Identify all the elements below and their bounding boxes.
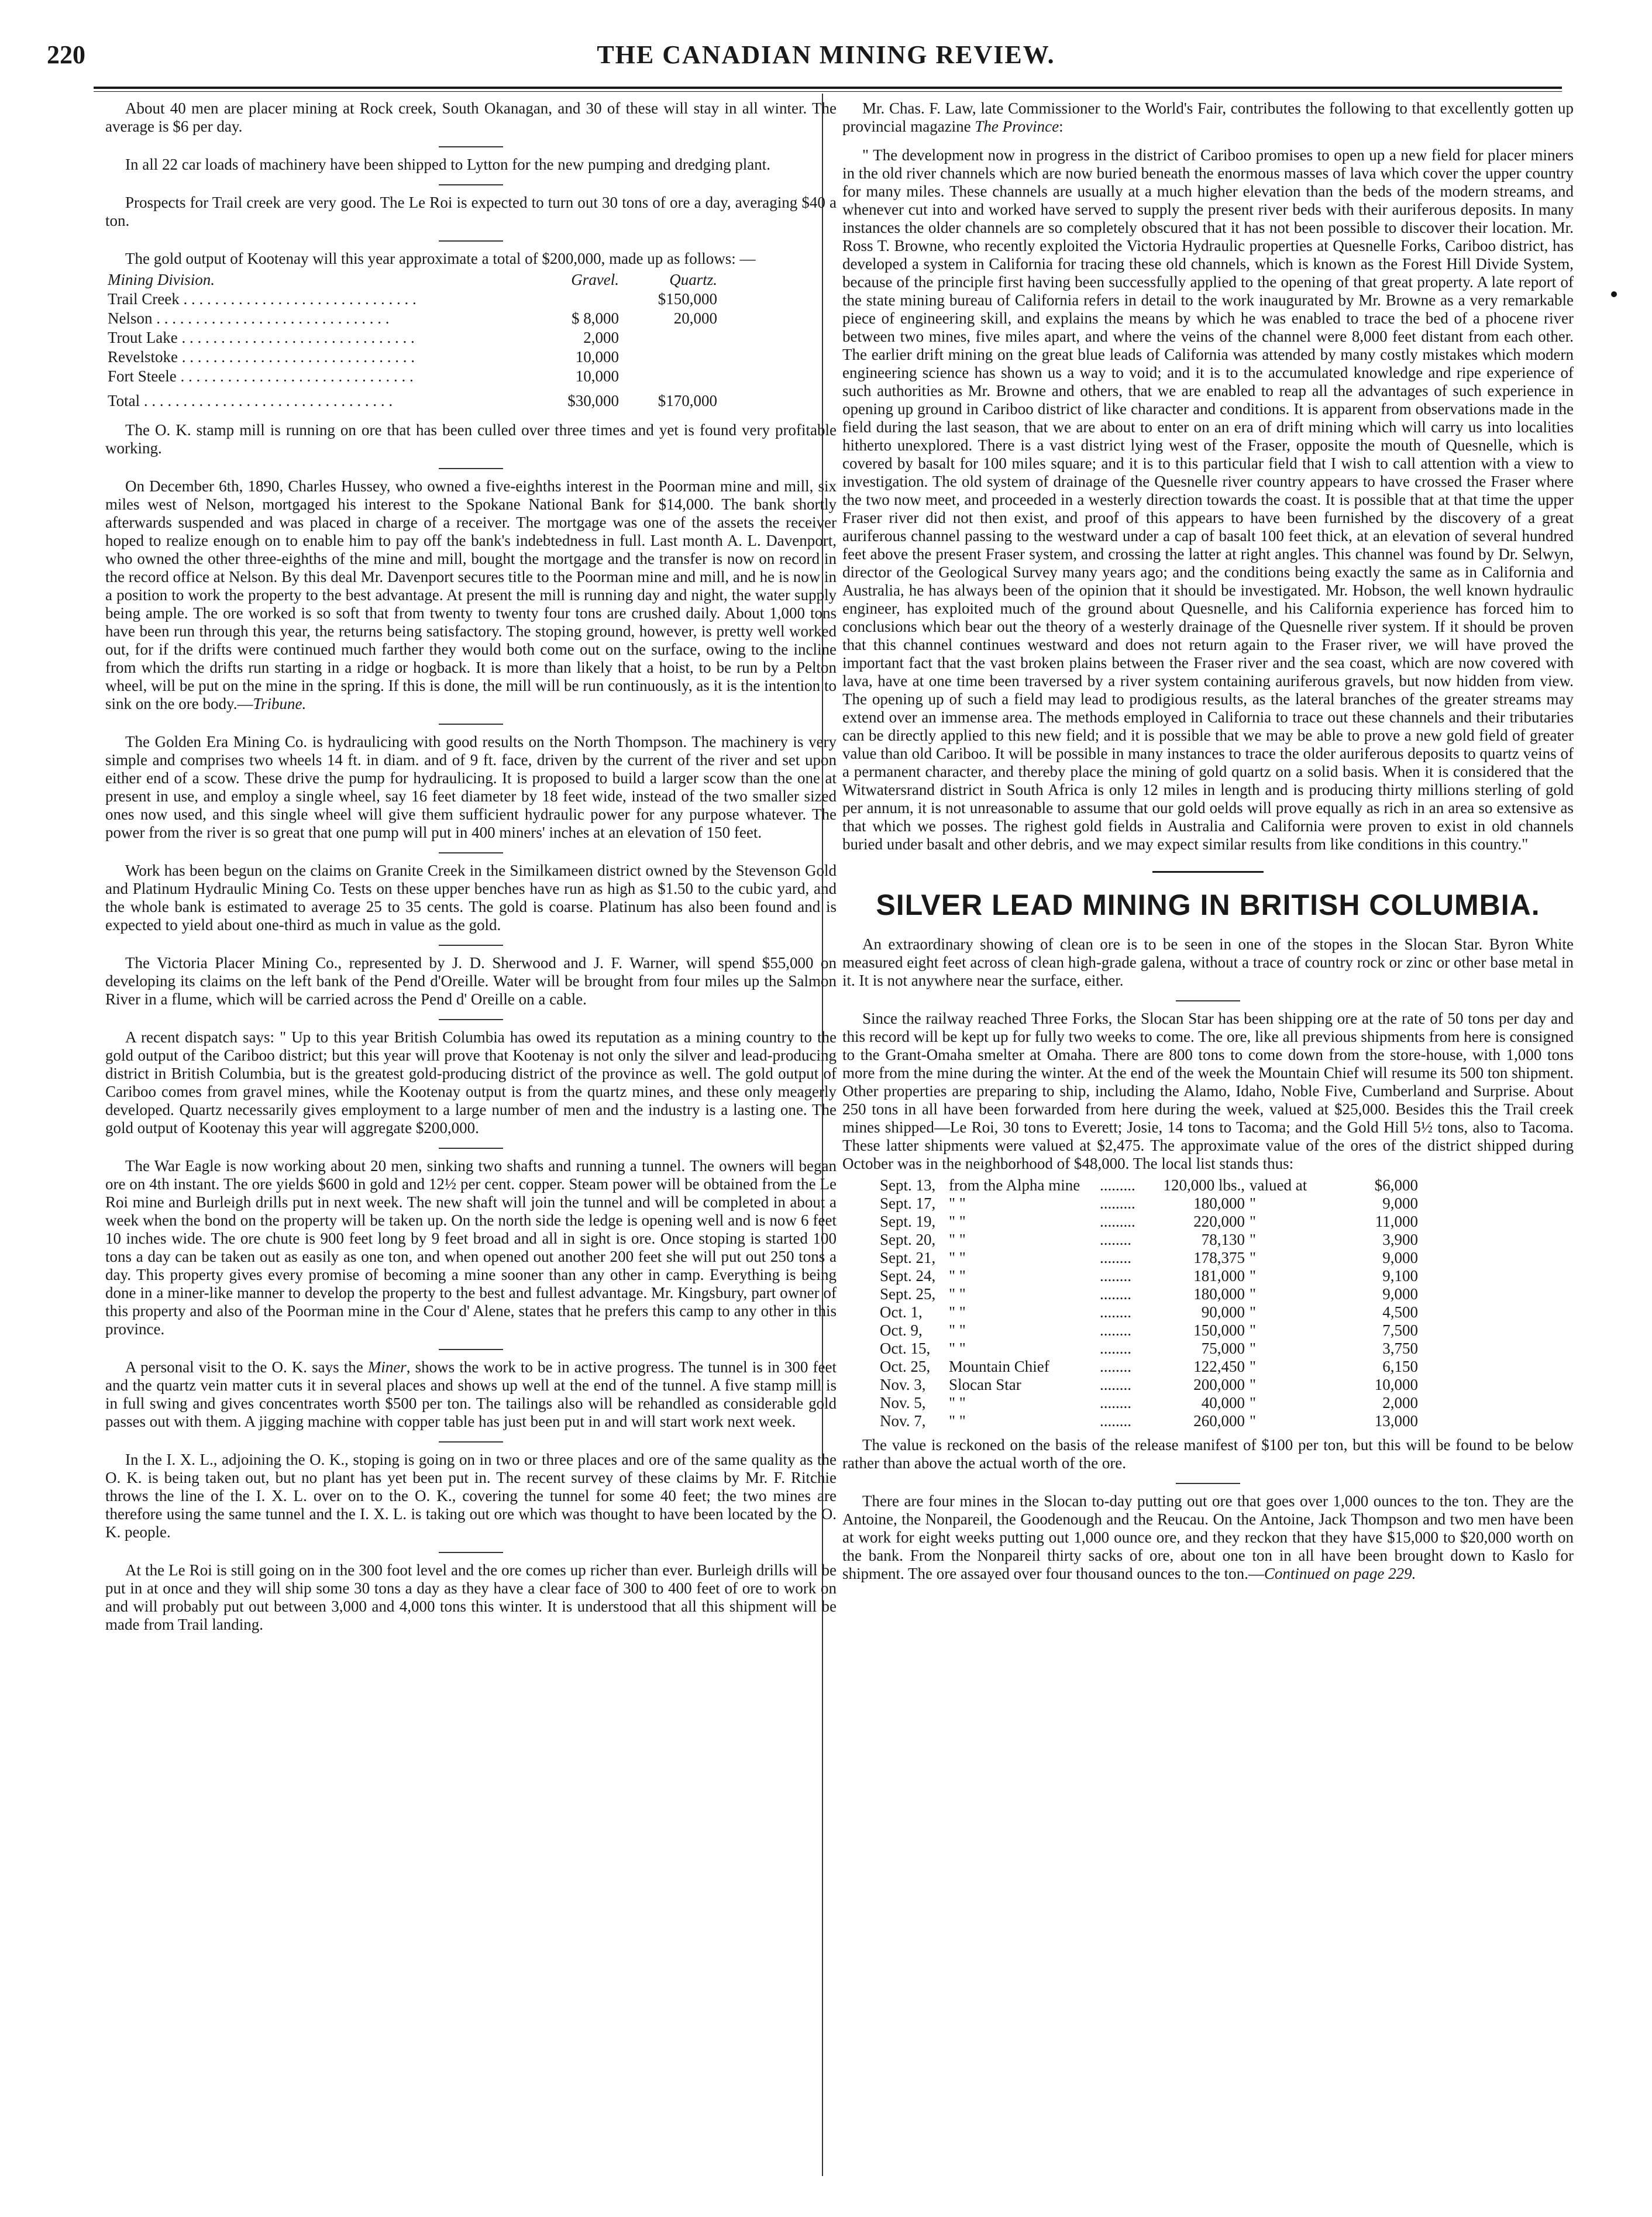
shipment-mine: " " xyxy=(949,1285,966,1303)
shipment-valued: " xyxy=(1250,1267,1257,1285)
shipment-mine: " " xyxy=(949,1412,966,1430)
paragraph: The O. K. stamp mill is running on ore that has been culled over three times and yet is found very profitable working. xyxy=(105,421,837,457)
table-row xyxy=(105,367,720,386)
shipment-mine: " " xyxy=(949,1267,966,1285)
leader-dots: ........ xyxy=(1100,1303,1131,1321)
separator-rule xyxy=(1176,1000,1240,1001)
quartz-value xyxy=(621,347,720,367)
paragraph: Work has been begun on the claims on Granite Creek in the Similkameen district owned by the Stevenson Gold and Platinum Hydraulic Mining Co. Tests on these upper benches have run as high as $1.50 to the cubic yard, and the whole bank is estimated to average 25 to 35 cents. The gold is coarse. Platinum has also been found and is expected to yield about one-third as much in value as the gold. xyxy=(105,862,837,934)
kootenay-output-table xyxy=(105,270,720,411)
shipment-date: Sept. 19, xyxy=(880,1213,936,1230)
shipment-weight: 220,000 xyxy=(1193,1213,1245,1230)
shipment-value: 10,000 xyxy=(1374,1376,1418,1393)
margin-dot xyxy=(1611,291,1617,297)
separator-rule xyxy=(439,1552,503,1553)
source-credit: The Province xyxy=(975,118,1059,135)
shipment-mine: " " xyxy=(949,1249,966,1266)
gravel-value: 10,000 xyxy=(575,348,619,366)
shipment-mine: " " xyxy=(949,1340,966,1357)
division-name: Nelson . . . . . . . . . . . . . . . . . . . . . . . . . . . . . . xyxy=(108,309,390,327)
shipment-mine: " " xyxy=(949,1213,966,1230)
quartz-value: $150,000 xyxy=(658,290,717,308)
shipment-weight: 200,000 xyxy=(1193,1376,1245,1393)
table-row xyxy=(877,1213,1420,1231)
separator-rule xyxy=(439,1441,503,1443)
paragraph: In the I. X. L., adjoining the O. K., stoping is going on in two or three places and ore of the same quality as the O. K. is being taken out, but no plant has yet been put in. The recent survey of these claims by Mr. F. Ritchie throws the line of the I. X. L. over on to the O. K., covering the tunnel for some 40 feet; the two mines are therefore using the same tunnel and the I. X. L. is taking out ore which was thought to have been located by the O. K. people. xyxy=(105,1451,837,1541)
paragraph: The value is reckoned on the basis of the release manifest of $100 per ton, but this will be found to be below rather than above the actual worth of the ore. xyxy=(842,1436,1574,1472)
shipment-mine: " " xyxy=(949,1303,966,1321)
table-row xyxy=(105,347,720,367)
table-row xyxy=(877,1194,1420,1213)
section-title: SILVER LEAD MINING IN BRITISH COLUMBIA. xyxy=(876,889,1540,921)
shipment-mine: " " xyxy=(949,1231,966,1248)
shipment-mine: " " xyxy=(949,1394,966,1412)
table-row xyxy=(877,1231,1420,1249)
separator-rule xyxy=(439,1019,503,1020)
leader-dots: ........ xyxy=(1100,1412,1131,1430)
shipment-weight: 178,375 xyxy=(1193,1249,1245,1266)
shipment-valued: " xyxy=(1250,1285,1257,1303)
shipment-valued: " xyxy=(1250,1412,1257,1430)
table-row xyxy=(877,1249,1420,1267)
quartz-value: 20,000 xyxy=(673,309,717,327)
paragraph: A personal visit to the O. K. says the Miner, shows the work to be in active progress. The tunnel is in 300 feet and the quartz vein matter cuts it in several places and shows up well at the end of the tunnel. A five stamp mill is in full swing and gives concentrates worth $500 per ton. The tailings also will be rehandled as considerable gold passes out with them. A jigging machine with copper table has just been put in and will start work next week. xyxy=(105,1358,837,1430)
left-column xyxy=(105,99,837,1644)
paragraph: The War Eagle is now working about 20 men, sinking two shafts and running a tunnel. The owners will began ore on 4th instant. The ore yields $600 in gold and 12½ per cent. copper. Steam power will be obtained from the Le Roi mine and Burleigh drills put in next week. The new shaft will join the tunnel and will be completed in about a week when the bond on the property will be taken up. On the north side the ledge is opening well and is now 6 feet 10 inches wide. The ore chute is 900 feet long by 9 feet broad and all in sight is ore. Once stoping is started 100 tons a day can be taken out as easily as one ton, and when opened out another 200 feet she will put out 250 tons a day. This property gives every promise of becoming a mine sooner than any other in camp. Everything is being done in a miner-like manner to develop the property to the best and fullest advantage. Mr. Kingsbury, part owner of this property and also of the Poorman mine in the Cour d' Alene, states that he prefers this camp to any other in this province. xyxy=(105,1157,837,1338)
leader-dots: ........ xyxy=(1100,1249,1131,1266)
shipment-value: 4,500 xyxy=(1382,1303,1418,1321)
quoted-article: " The development now in progress in the district of Cariboo promises to open up a new field for placer miners in the old river channels which are now buried beneath the enormous masses of lava which cover the upper country for many miles. These channels are usually at a much higher elevation than the beds of the modern streams, and whenever cut into and worked have served to supply the present river beds with their auriferous deposits. In many instances the older channels are so completely obscured that it has not been possible to discover their location. Mr. Ross T. Browne, who recently exploited the Victoria Hydraulic properties at Quesnelle Forks, Cariboo district, has developed a system in California for tracing these old channels, which is known as the Forest Hill Divide System, because of the principle first having been successfully applied to the opening of that great property. A late report of the state mining bureau of California refers in detail to the work inaugurated by Mr. Browne as a very remarkable piece of engineering skill, and explains the means by which he was enabled to trace the bed of a phocene river between two mines, five miles apart, and where the veins of the channel were 8,000 feet distant from each other. The earlier drift mining on the great blue leads of California was attended by many costly mistakes which modern engineering science has shown us a way to void; and it is to the accumulated knowledge and ripe experience of such authorities as Mr. Browne and others, that we are enabled to reap all the advantages of such experience in opening up ground in Cariboo district of like character and conditions. It is apparent from observations made in the field during the last season, that we are about to enter on an era of drift mining which will carry us into localities hitherto unexplored. There is a vast district lying west of the Fraser, opposite the mouth of Quesnelle, which is covered by basalt for 100 miles square; and it is to this particular field that I wish to call attention with a view to investigation. The old system of drainage of the Quesnelle river country appears to have crossed the Fraser where the two now meet, and proceeded in a westerly direction towards the coast. It is possible that at that time the upper Fraser river did not then exist, and proof of this appears to have been furnished by the discovery of a great auriferous channel passing to the westward under a cap of basalt 100 feet thick, at an elevation of several hundred feet above the present Fraser system, and crossing the latter at right angles. This channel was found by Dr. Selwyn, director of the Geological Survey many years ago; and the conditions being exactly the same as in California and Australia, he has always been of the opinion that it should be investigated. Mr. Hobson, the well known hydraulic engineer, has exploited much of the ground about Quesnelle, and his California experience has forced him to conclusions which bear out the theory of a westerly drainage of the Quesnelle river system. If it should be proven that this channel continues westward and does not return again to the Fraser river, we will have proved the important fact that the vast broken plains between the Fraser river and the sea coast, which are now covered with lava, have at one time been traversed by a river system containing auriferous gravels, but now hidden from view. The opening up of such a field may lead to prodigious results, as the lateral branches of the greater streams may extend over an immense area. The methods employed in California to trace out these channels and their tributaries can be directly applied to this new field; and it is possible that we may be able to prove a new gold field of greater value than old Cariboo. It will be possible in many instances to trace the older auriferous deposits to quartz veins of a permanent character, and thereby place the mining of gold quartz on a solid basis. When it is considered that the Witwatersrand district in South Africa is only 12 miles in length and is producing thirty millions sterling of gold per annum, it is not unreasonable to assume that our gold oelds will prove equally as rich in an area so extensive as that which we posses. The righest gold fields in Australia and California were proven to exist in old channels buried under basalt and other debris, and we may expect similar results from like conditions in this country." xyxy=(842,146,1574,853)
separator-rule xyxy=(1176,1483,1240,1484)
separator-rule xyxy=(439,852,503,853)
gravel-value: 10,000 xyxy=(575,367,619,385)
table-row xyxy=(877,1394,1420,1412)
section-rule xyxy=(1152,871,1264,873)
table-row xyxy=(105,309,720,328)
shipment-weight: 40,000 xyxy=(1201,1394,1245,1412)
shipment-date: Oct. 9, xyxy=(880,1321,923,1339)
paragraph: In all 22 car loads of machinery have been shipped to Lytton for the new pumping and dredging plant. xyxy=(125,156,770,173)
separator-rule xyxy=(439,184,503,185)
table-row xyxy=(877,1321,1420,1340)
column-header: Mining Division. xyxy=(108,271,215,288)
shipment-weight: 90,000 xyxy=(1201,1303,1245,1321)
shipment-weight: 180,000 xyxy=(1193,1285,1245,1303)
source-credit: Miner xyxy=(367,1358,407,1376)
shipments-table xyxy=(877,1176,1420,1430)
shipment-value: 3,900 xyxy=(1382,1231,1418,1248)
shipment-valued: " xyxy=(1250,1321,1257,1339)
shipment-valued: " xyxy=(1250,1394,1257,1412)
shipment-date: Nov. 3, xyxy=(880,1376,926,1393)
division-name: Trout Lake . . . . . . . . . . . . . . . . . . . . . . . . . . . . . . xyxy=(108,329,415,346)
paragraph: On December 6th, 1890, Charles Hussey, who owned a five-eighths interest in the Poorman mine and mill, six miles west of Nelson, mortgaged his interest to the Spokane National Bank for $14,000. The bank shortly afterwards suspended and was placed in charge of a receiver. The mortgage was one of the assets the receiver hoped to realize enough on to enable him to pay off the bank's indebtedness in full. Last month A. L. Davenport, who owned the other three-eighths of the mine and mill, bought the mortgage and the transfer is now on record in the record office at Nelson. By this deal Mr. Davenport secures title to the Poorman mine and mill, and he is now in a position to work the property to the best advantage. At present the mill is running day and night, the water supply being ample. The ore worked is so soft that from twenty to twenty four tons are crushed daily. About 1,000 tons have been run through this year, the returns being satisfactory. The stoping ground, however, is pretty well worked out, for if the drifts were continued much farther they would both come out on the surface, owing to the incline from which the drifts run starting in a ridge or hogback. It is more than likely that a hoist, to be run by a Pelton wheel, will be put on the mine in the spring. If this is done, the mill will be run continuously, as it is the intention to sink on the ore body.—Tribune. xyxy=(105,477,837,712)
shipment-valued: " xyxy=(1250,1249,1257,1266)
table-row xyxy=(877,1358,1420,1376)
total-quartz: $170,000 xyxy=(658,392,717,409)
column-header: Quartz. xyxy=(669,271,717,288)
shipment-weight: 122,450 xyxy=(1193,1358,1245,1375)
shipment-value: 13,000 xyxy=(1374,1412,1418,1430)
shipment-weight: 150,000 xyxy=(1193,1321,1245,1339)
table-row xyxy=(877,1285,1420,1303)
gravel-value: $ 8,000 xyxy=(572,309,619,327)
column-header: Gravel. xyxy=(571,271,619,288)
table-row xyxy=(877,1267,1420,1285)
shipment-value: 3,750 xyxy=(1382,1340,1418,1357)
continued-note: Continued on page 229. xyxy=(1264,1565,1416,1582)
shipment-date: Sept. 24, xyxy=(880,1267,936,1285)
leader-dots: ........ xyxy=(1100,1267,1131,1285)
separator-rule xyxy=(439,945,503,946)
paragraph: The Victoria Placer Mining Co., represented by J. D. Sherwood and J. F. Warner, will spend $55,000 on developing its claims on the left bank of the Pend d'Oreille. Water will be brought from four miles up the Salmon River in a flume, which will be carried across the Pend d' Oreille on a cable. xyxy=(105,954,837,1008)
shipment-mine: from the Alpha mine xyxy=(949,1176,1080,1194)
separator-rule xyxy=(439,240,503,242)
leader-dots: ........ xyxy=(1100,1231,1131,1248)
table-row xyxy=(877,1176,1420,1194)
separator-rule xyxy=(439,146,503,147)
shipment-mine: " " xyxy=(949,1194,966,1212)
table-total-row xyxy=(105,386,720,411)
shipment-date: Oct. 25, xyxy=(880,1358,931,1375)
paragraph: A recent dispatch says: " Up to this year British Columbia has owed its reputation as a mining country to the gold output of the Cariboo district; but this year will prove that Kootenay is not only the silver and lead-producing district in British Columbia, but is the greatest gold-producing district of the province as well. The gold output of Cariboo comes from gravel mines, while the Kootenay output is from the quartz mines, and these only meagerly developed. Quartz necessarily gives employment to a large number of men and the industry is a lasting one. The gold output of Kootenay this year will aggregate $200,000. xyxy=(105,1028,837,1137)
shipment-date: Sept. 17, xyxy=(880,1194,936,1212)
quartz-value xyxy=(621,328,720,347)
shipment-mine: Slocan Star xyxy=(949,1376,1021,1393)
leader-dots: ........ xyxy=(1100,1321,1131,1339)
leader-dots: ......... xyxy=(1100,1176,1135,1194)
shipment-valued: " xyxy=(1250,1231,1257,1248)
shipment-value: 6,150 xyxy=(1382,1358,1418,1375)
source-credit: Tribune. xyxy=(253,695,307,712)
quartz-value xyxy=(621,367,720,386)
shipment-date: Oct. 1, xyxy=(880,1303,923,1321)
shipment-weight: 260,000 xyxy=(1193,1412,1245,1430)
shipment-valued: " xyxy=(1250,1303,1257,1321)
separator-rule xyxy=(439,1349,503,1350)
shipment-date: Oct. 15, xyxy=(880,1340,931,1357)
leader-dots: ........ xyxy=(1100,1285,1131,1303)
table-row xyxy=(877,1376,1420,1394)
shipment-value: 9,100 xyxy=(1382,1267,1418,1285)
separator-rule xyxy=(439,1148,503,1149)
shipment-date: Nov. 7, xyxy=(880,1412,926,1430)
leader-dots: ........ xyxy=(1100,1394,1131,1412)
shipment-value: 7,500 xyxy=(1382,1321,1418,1339)
leader-dots: ........ xyxy=(1100,1340,1131,1357)
header-rule-thin xyxy=(94,91,1562,92)
paragraph: Mr. Chas. F. Law, late Commissioner to the World's Fair, contributes the following to that excellently gotten up provincial magazine The Province: xyxy=(842,99,1574,135)
shipment-date: Sept. 21, xyxy=(880,1249,936,1266)
shipment-date: Sept. 20, xyxy=(880,1231,936,1248)
shipment-valued: " xyxy=(1250,1376,1257,1393)
division-name: Fort Steele . . . . . . . . . . . . . . . . . . . . . . . . . . . . . . xyxy=(108,367,414,385)
paragraph: About 40 men are placer mining at Rock creek, South Okanagan, and 30 of these will stay in all winter. The average is $6 per day. xyxy=(105,99,837,135)
shipment-date: Sept. 25, xyxy=(880,1285,936,1303)
shipment-value: 2,000 xyxy=(1382,1394,1418,1412)
shipment-value: $6,000 xyxy=(1374,1176,1418,1194)
right-column xyxy=(842,99,1574,1593)
shipment-valued: " xyxy=(1250,1340,1257,1357)
table-row xyxy=(105,290,720,309)
shipment-valued: valued at xyxy=(1250,1176,1307,1194)
table-row xyxy=(877,1340,1420,1358)
division-name: Trail Creek . . . . . . . . . . . . . . . . . . . . . . . . . . . . . . xyxy=(108,290,417,308)
page-header xyxy=(47,40,1605,81)
shipment-weight: 181,000 xyxy=(1193,1267,1245,1285)
paragraph: There are four mines in the Slocan to-day putting out ore that goes over 1,000 ounces to the ton. They are the Antoine, the Nonpareil, the Goodenough and the Reucau. On the Antoine, Jack Thompson and two men have been at work for eight weeks putting out 1,000 ounce ore, and they reckon that they have $15,000 to $20,000 worth on the bank. From the Nonpareil thirty sacks of ore, about one ton in all have been brought down to Kaslo for shipment. The ore assayed over four thousand ounces to the ton.—Continued on page 229. xyxy=(842,1492,1574,1582)
table-header-row xyxy=(105,270,720,290)
leader-dots: ......... xyxy=(1100,1194,1135,1212)
total-gravel: $30,000 xyxy=(567,392,619,409)
table-row xyxy=(877,1412,1420,1430)
page-number: 220 xyxy=(47,40,85,69)
paragraph: An extraordinary showing of clean ore is to be seen in one of the stopes in the Slocan Star. Byron White measured eight feet across of clean high-grade galena, without a trace of country rock or zinc or other base metal in it. It is not anywhere near the surface, either. xyxy=(842,935,1574,989)
header-rule xyxy=(94,87,1562,89)
shipment-weight: 78,130 xyxy=(1201,1231,1245,1248)
total-label: Total . . . . . . . . . . . . . . . . . . . . . . . . . . . . . . . . xyxy=(108,392,393,409)
paragraph: The Golden Era Mining Co. is hydraulicing with good results on the North Thompson. The machinery is very simple and comprises two wheels 14 ft. in diam. and of 9 ft. face, driven by the current of the river and set upon either end of a scow. These drive the pump for hydraulicing. It is proposed to build a larger scow than the one at present in use, and employ a single wheel, say 16 feet diameter by 18 feet wide, instead of the two smaller sized ones now used, and this single wheel will give them sufficient hydraulic power for any purpose whatever. The power from the river is so great that one pump will put in 400 miners' inches at an elevation of 150 feet. xyxy=(105,733,837,841)
shipment-date: Nov. 5, xyxy=(880,1394,926,1412)
shipment-date: Sept. 13, xyxy=(880,1176,936,1194)
journal-title: THE CANADIAN MINING REVIEW. xyxy=(597,40,1055,69)
separator-rule xyxy=(439,724,503,725)
division-name: Revelstoke . . . . . . . . . . . . . . . . . . . . . . . . . . . . . . xyxy=(108,348,415,366)
table-row xyxy=(105,328,720,347)
shipment-weight: 180,000 xyxy=(1193,1194,1245,1212)
paragraph: Since the railway reached Three Forks, the Slocan Star has been shipping ore at the rate of 50 tons per day and this record will be kept up for fully two weeks to come. The ore, like all previous shipments from here is consigned to the Grant-Omaha smelter at Omaha. There are 800 tons to come down from the store-house, with 1,000 tons more from the mine during the winter. At the end of the week the Mountain Chief will resume its 500 ton shipment. Other properties are preparing to ship, including the Alamo, Idaho, Noble Five, Cumberland and Surprise. About 250 tons in all have been forwarded from here during the week, valued at $25,000. Besides this the Trail creek mines shipped—Le Roi, 30 tons to Everett; Josie, 14 tons to Tacoma; and the Gold Hill 5½ tons, also to Tacoma. These latter shipments were valued at $2,475. The approximate value of the ores of the district shipped during October was in the neighborhood of $48,000. The local list stands thus: xyxy=(842,1010,1574,1172)
shipment-value: 9,000 xyxy=(1382,1194,1418,1212)
leader-dots: ......... xyxy=(1100,1213,1135,1230)
paragraph: The gold output of Kootenay will this year approximate a total of $200,000, made up as follows: — xyxy=(125,250,756,267)
paragraph: At the Le Roi is still going on in the 300 foot level and the ore comes up richer than ever. Burleigh drills will be put in at once and they will ship some 30 tons a day as they have a clear face of 300 to 400 feet of ore to work on and will probably put out between 3,000 and 4,000 tons this winter. It is understood that all this shipment will be made from Trail landing. xyxy=(105,1561,837,1633)
leader-dots: ........ xyxy=(1100,1376,1131,1393)
gravel-value: 2,000 xyxy=(583,329,619,346)
shipment-value: 11,000 xyxy=(1375,1213,1418,1230)
shipment-valued: " xyxy=(1250,1213,1257,1230)
shipment-weight: 120,000 lbs., xyxy=(1163,1176,1245,1194)
gravel-value xyxy=(523,290,621,309)
shipment-value: 9,000 xyxy=(1382,1249,1418,1266)
table-row xyxy=(877,1303,1420,1321)
shipment-mine: " " xyxy=(949,1321,966,1339)
leader-dots: ........ xyxy=(1100,1358,1131,1375)
shipment-weight: 75,000 xyxy=(1201,1340,1245,1357)
paragraph: Prospects for Trail creek are very good. The Le Roi is expected to turn out 30 tons of ore a day, averaging $40 a ton. xyxy=(105,194,837,229)
shipment-mine: Mountain Chief xyxy=(949,1358,1049,1375)
shipment-value: 9,000 xyxy=(1382,1285,1418,1303)
separator-rule xyxy=(439,468,503,469)
shipment-valued: " xyxy=(1250,1358,1257,1375)
shipment-valued: " xyxy=(1250,1194,1257,1212)
